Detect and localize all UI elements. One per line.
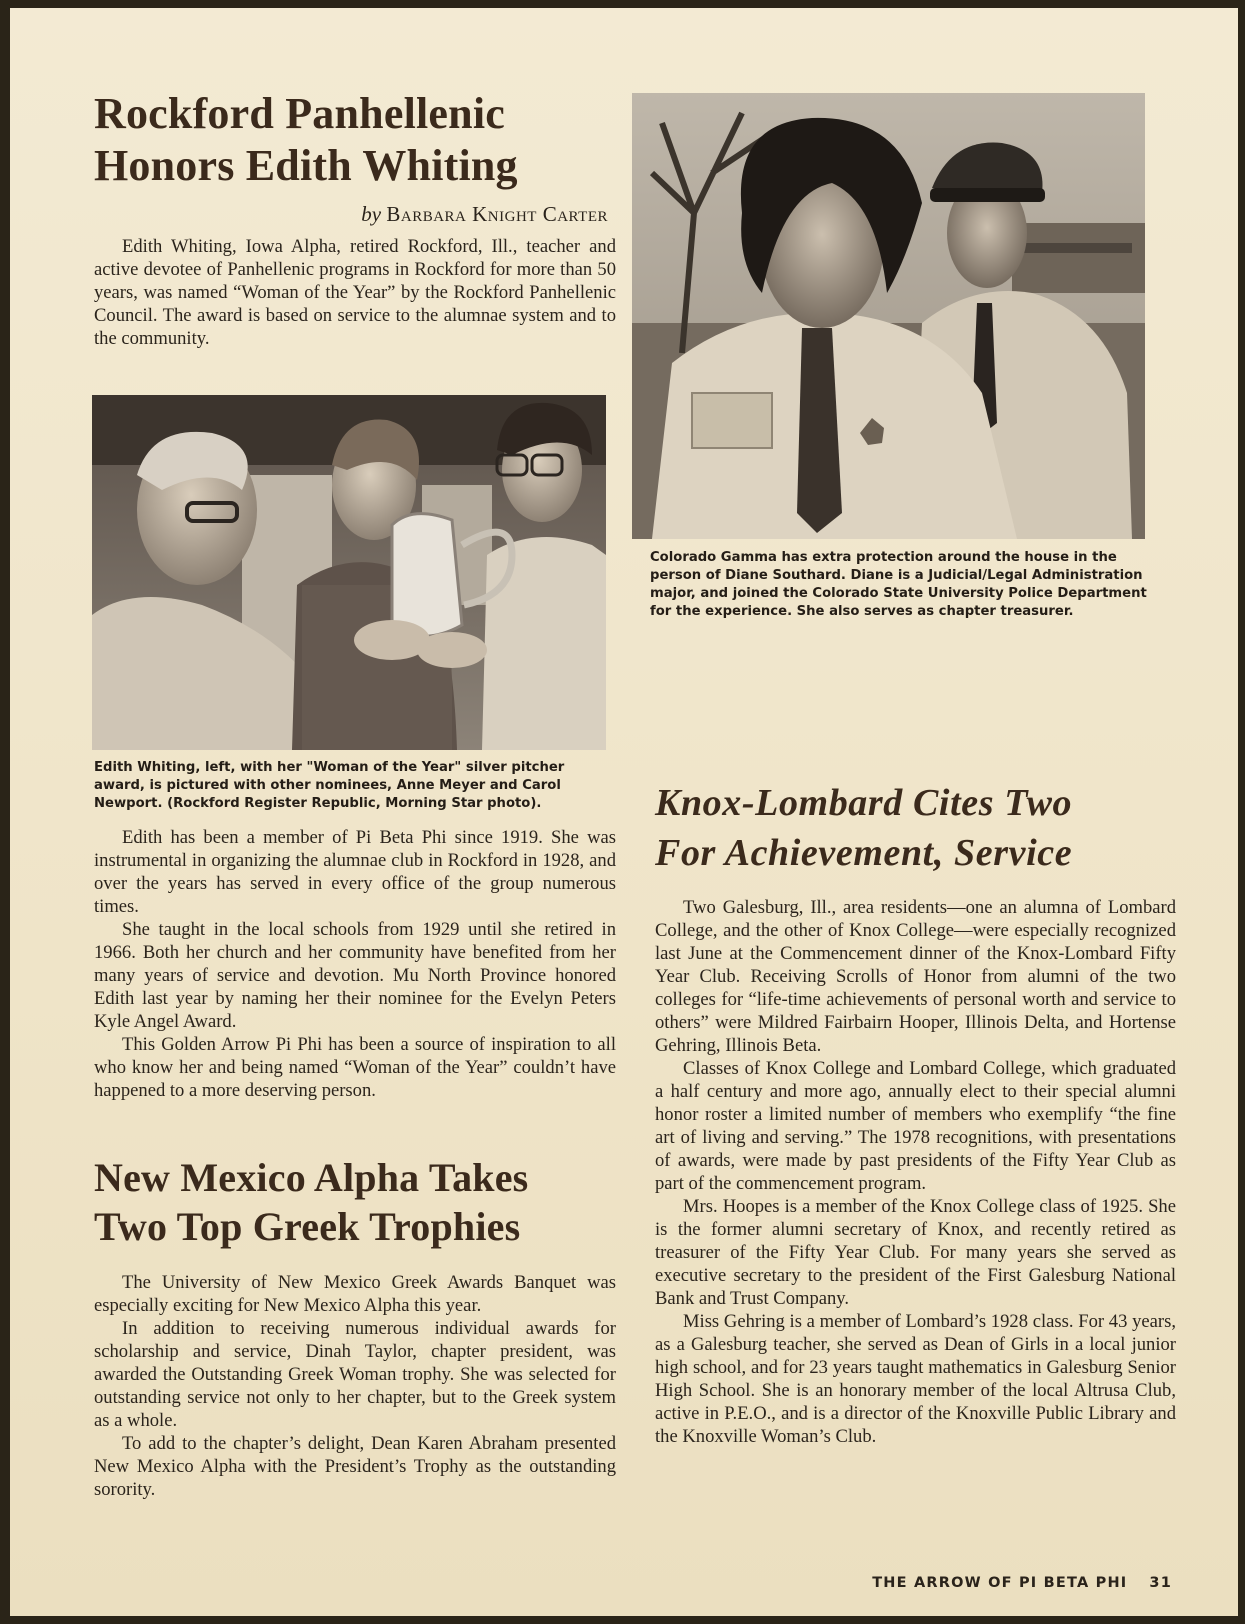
article-title xyxy=(94,1153,616,1251)
title-line-1: New Mexico Alpha Takes xyxy=(94,1155,529,1200)
page-footer xyxy=(872,1575,1172,1591)
paragraph: She taught in the local schools from 1929 until she retired in 1966. Both her church and her community have benefited from her many years of service and devotion. Mu North Province honored Edith last year by naming her their nominee for the Evelyn Peters Kyle Angel Award. xyxy=(94,919,616,1032)
paragraph: Edith has been a member of Pi Beta Phi since 1919. She was instrumental in organizing the alumnae club in Rockford in 1928, and over the years has served in every office of the group numerous times. xyxy=(94,827,616,917)
photo-whiting-caption-block xyxy=(94,759,616,813)
article-rockford-continued xyxy=(94,826,616,1102)
photo-diane-southard-image xyxy=(632,93,1145,539)
photo-diane-caption-block xyxy=(650,549,1150,621)
photo-whiting-award xyxy=(92,395,606,750)
paragraph: Edith Whiting, Iowa Alpha, retired Rockford, Ill., teacher and active devotee of Panhellenic programs in Rockford for more than 50 years, was named “Woman of the Year” by the Rockford Panhellenic Council. The award is based on service to the alumnae system and to the community. xyxy=(94,236,616,349)
byline xyxy=(94,202,608,227)
paragraph: Miss Gehring is a member of Lombard’s 1928 class. For 43 years, as a Galesburg teacher, she served as Dean of Girls in a local junior high school, and for 23 years taught mathematics in Galesburg Senior High School. She is an honorary member of the local Altrusa Club, active in P.E.O., and is a director of the Knoxville Public Library and the Knoxville Woman’s Club. xyxy=(655,1311,1176,1447)
paragraph: This Golden Arrow Pi Phi has been a source of inspiration to all who know her and being named “Woman of the Year” couldn’t have happened to a more deserving person. xyxy=(94,1034,616,1101)
article-title xyxy=(94,88,616,192)
photo-whiting-award-image xyxy=(92,395,606,750)
photo-diane-southard xyxy=(632,93,1145,539)
paragraph: Classes of Knox College and Lombard College, which graduated a half century and more ago, annually elect to their special alumni honor roster a limited number of members who exemplify “the fine art of living and serving.” The 1978 recognitions, with presentations of awards, were made by past presidents of the Fifty Year Club as part of the commencement program. xyxy=(655,1058,1176,1194)
title-line-2: For Achievement, Service xyxy=(655,832,1073,874)
publication-name: THE ARROW OF PI BETA PHI xyxy=(872,1575,1128,1591)
paragraph: Two Galesburg, Ill., area residents—one an alumna of Lombard College, and the other of Knox College—were especially recognized last June at the Commencement dinner of the Knox-Lombard Fifty Year Club. Receiving Scrolls of Honor from alumni of the two colleges for “life-time achievements of personal worth and service to others” were Mildred Fairbairn Hooper, Illinois Delta, and Hortense Gehring, Illinois Beta. xyxy=(655,897,1176,1056)
paragraph: In addition to receiving numerous individual awards for scholarship and service, Dinah Taylor, chapter president, was awarded the Outstanding Greek Woman trophy. She was selected for outstanding service not only to her chapter, but to the Greek system as a whole. xyxy=(94,1318,616,1431)
paragraph: Mrs. Hoopes is a member of the Knox College class of 1925. She is the former alumni secretary of Knox, and recently retired as treasurer of the Fifty Year Club. For many years she served as executive secretary to the president of the First Galesburg National Bank and Trust Company. xyxy=(655,1196,1176,1309)
article-new-mexico xyxy=(94,1153,616,1501)
article-intro xyxy=(94,235,616,350)
title-line-1: Rockford Panhellenic xyxy=(94,89,505,138)
magazine-page xyxy=(10,8,1238,1616)
paragraph: To add to the chapter’s delight, Dean Karen Abraham presented New Mexico Alpha with the President’s Trophy as the outstanding sorority. xyxy=(94,1433,616,1500)
byline-author: Barbara Knight Carter xyxy=(386,202,608,226)
photo-caption: Colorado Gamma has extra protection around the house in the person of Diane Southard. Diane is a Judicial/Legal Administration major, and joined the Colorado State University Police Department for the experience. She also serves as chapter treasurer. xyxy=(650,550,1147,619)
article-knox-lombard xyxy=(655,778,1176,1448)
article-title xyxy=(655,778,1176,878)
title-line-2: Two Top Greek Trophies xyxy=(94,1204,521,1249)
title-line-2: Honors Edith Whiting xyxy=(94,141,518,190)
byline-prefix: by xyxy=(361,202,382,226)
article-rockford xyxy=(94,88,616,350)
photo-caption: Edith Whiting, left, with her "Woman of the Year" silver pitcher award, is pictured with other nominees, Anne Meyer and Carol Newport. (Rockford Register Republic, Morning Star photo). xyxy=(94,760,565,811)
paragraph: The University of New Mexico Greek Awards Banquet was especially exciting for New Mexico Alpha this year. xyxy=(94,1272,616,1316)
page-number: 31 xyxy=(1149,1575,1172,1591)
title-line-1: Knox-Lombard Cites Two xyxy=(655,782,1073,824)
